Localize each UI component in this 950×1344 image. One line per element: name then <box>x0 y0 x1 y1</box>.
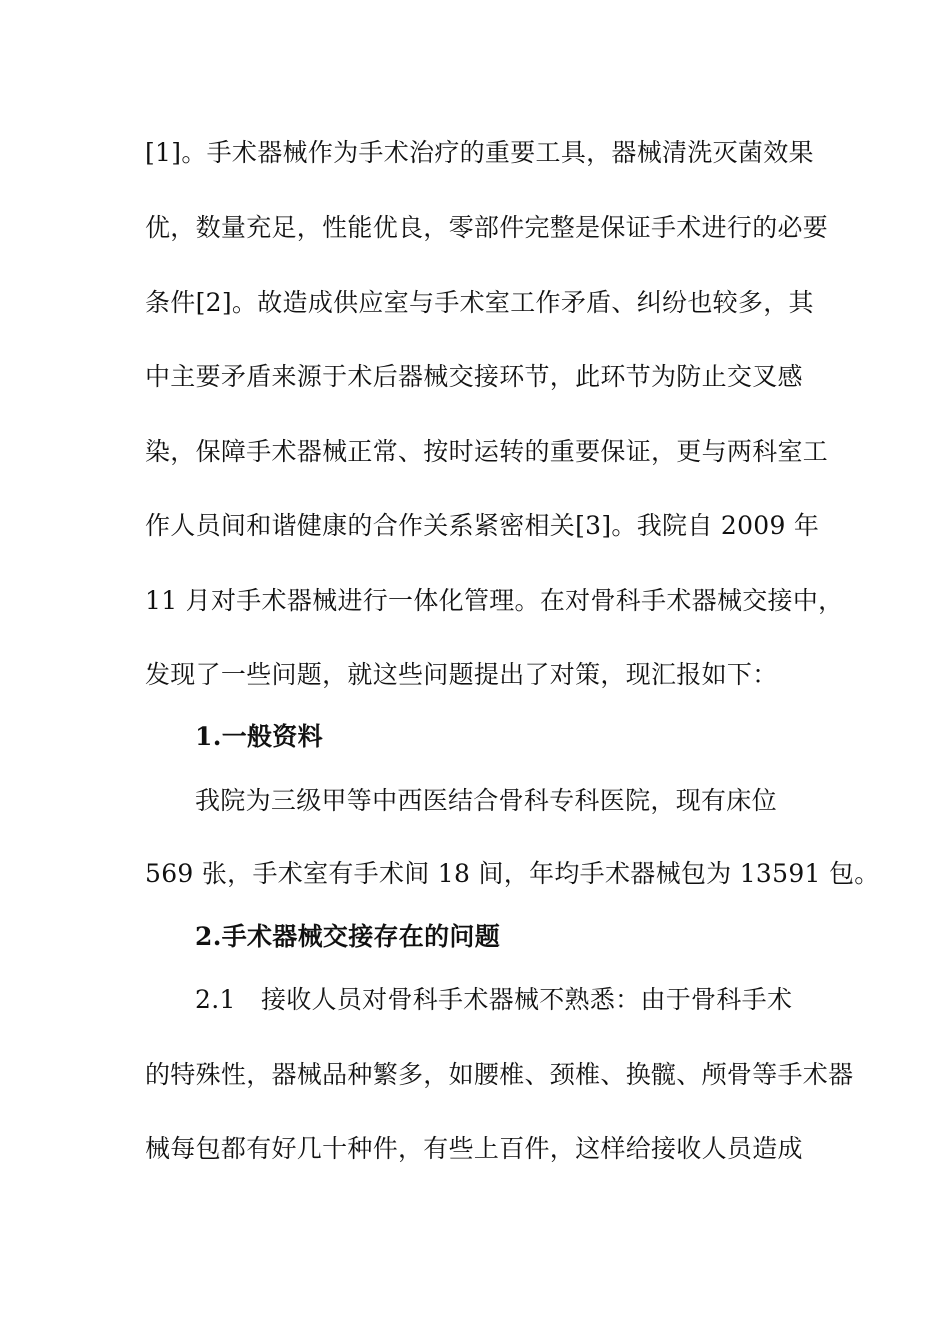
paragraph-line: 发现了一些问题，就这些问题提出了对策，现汇报如下： <box>145 660 778 689</box>
paragraph-line: 2.1 接收人员对骨科手术器械不熟悉：由于骨科手术 <box>195 985 793 1014</box>
paragraph-line: 染，保障手术器械正常、按时运转的重要保证，更与两科室工 <box>145 437 829 466</box>
paragraph-line: 569 张，手术室有手术间 18 间，年均手术器械包为 13591 包。 <box>145 859 880 888</box>
paragraph-line: 11 月对手术器械进行一体化管理。在对骨科手术器械交接中， <box>145 586 844 615</box>
paragraph-line: 的特殊性，器械品种繁多，如腰椎、颈椎、换髋、颅骨等手术器 <box>145 1060 854 1089</box>
paragraph-line: 作人员间和谐健康的合作关系紧密相关[3]。我院自 2009 年 <box>145 511 820 540</box>
section-heading-general: 1.一般资料 <box>195 722 323 751</box>
paragraph-line: [1]。手术器械作为手术治疗的重要工具，器械清洗灭菌效果 <box>145 138 814 167</box>
paragraph-line: 优，数量充足，性能优良，零部件完整是保证手术进行的必要 <box>145 213 829 242</box>
section-heading-problems: 2.手术器械交接存在的问题 <box>195 922 500 951</box>
paragraph-line: 条件[2]。故造成供应室与手术室工作矛盾、纠纷也较多，其 <box>145 288 814 317</box>
paragraph-line: 我院为三级甲等中西医结合骨科专科医院，现有床位 <box>195 786 777 815</box>
paragraph-line: 中主要矛盾来源于术后器械交接环节，此环节为防止交叉感 <box>145 362 803 391</box>
paragraph-line: 械每包都有好几十种件，有些上百件，这样给接收人员造成 <box>145 1134 803 1163</box>
